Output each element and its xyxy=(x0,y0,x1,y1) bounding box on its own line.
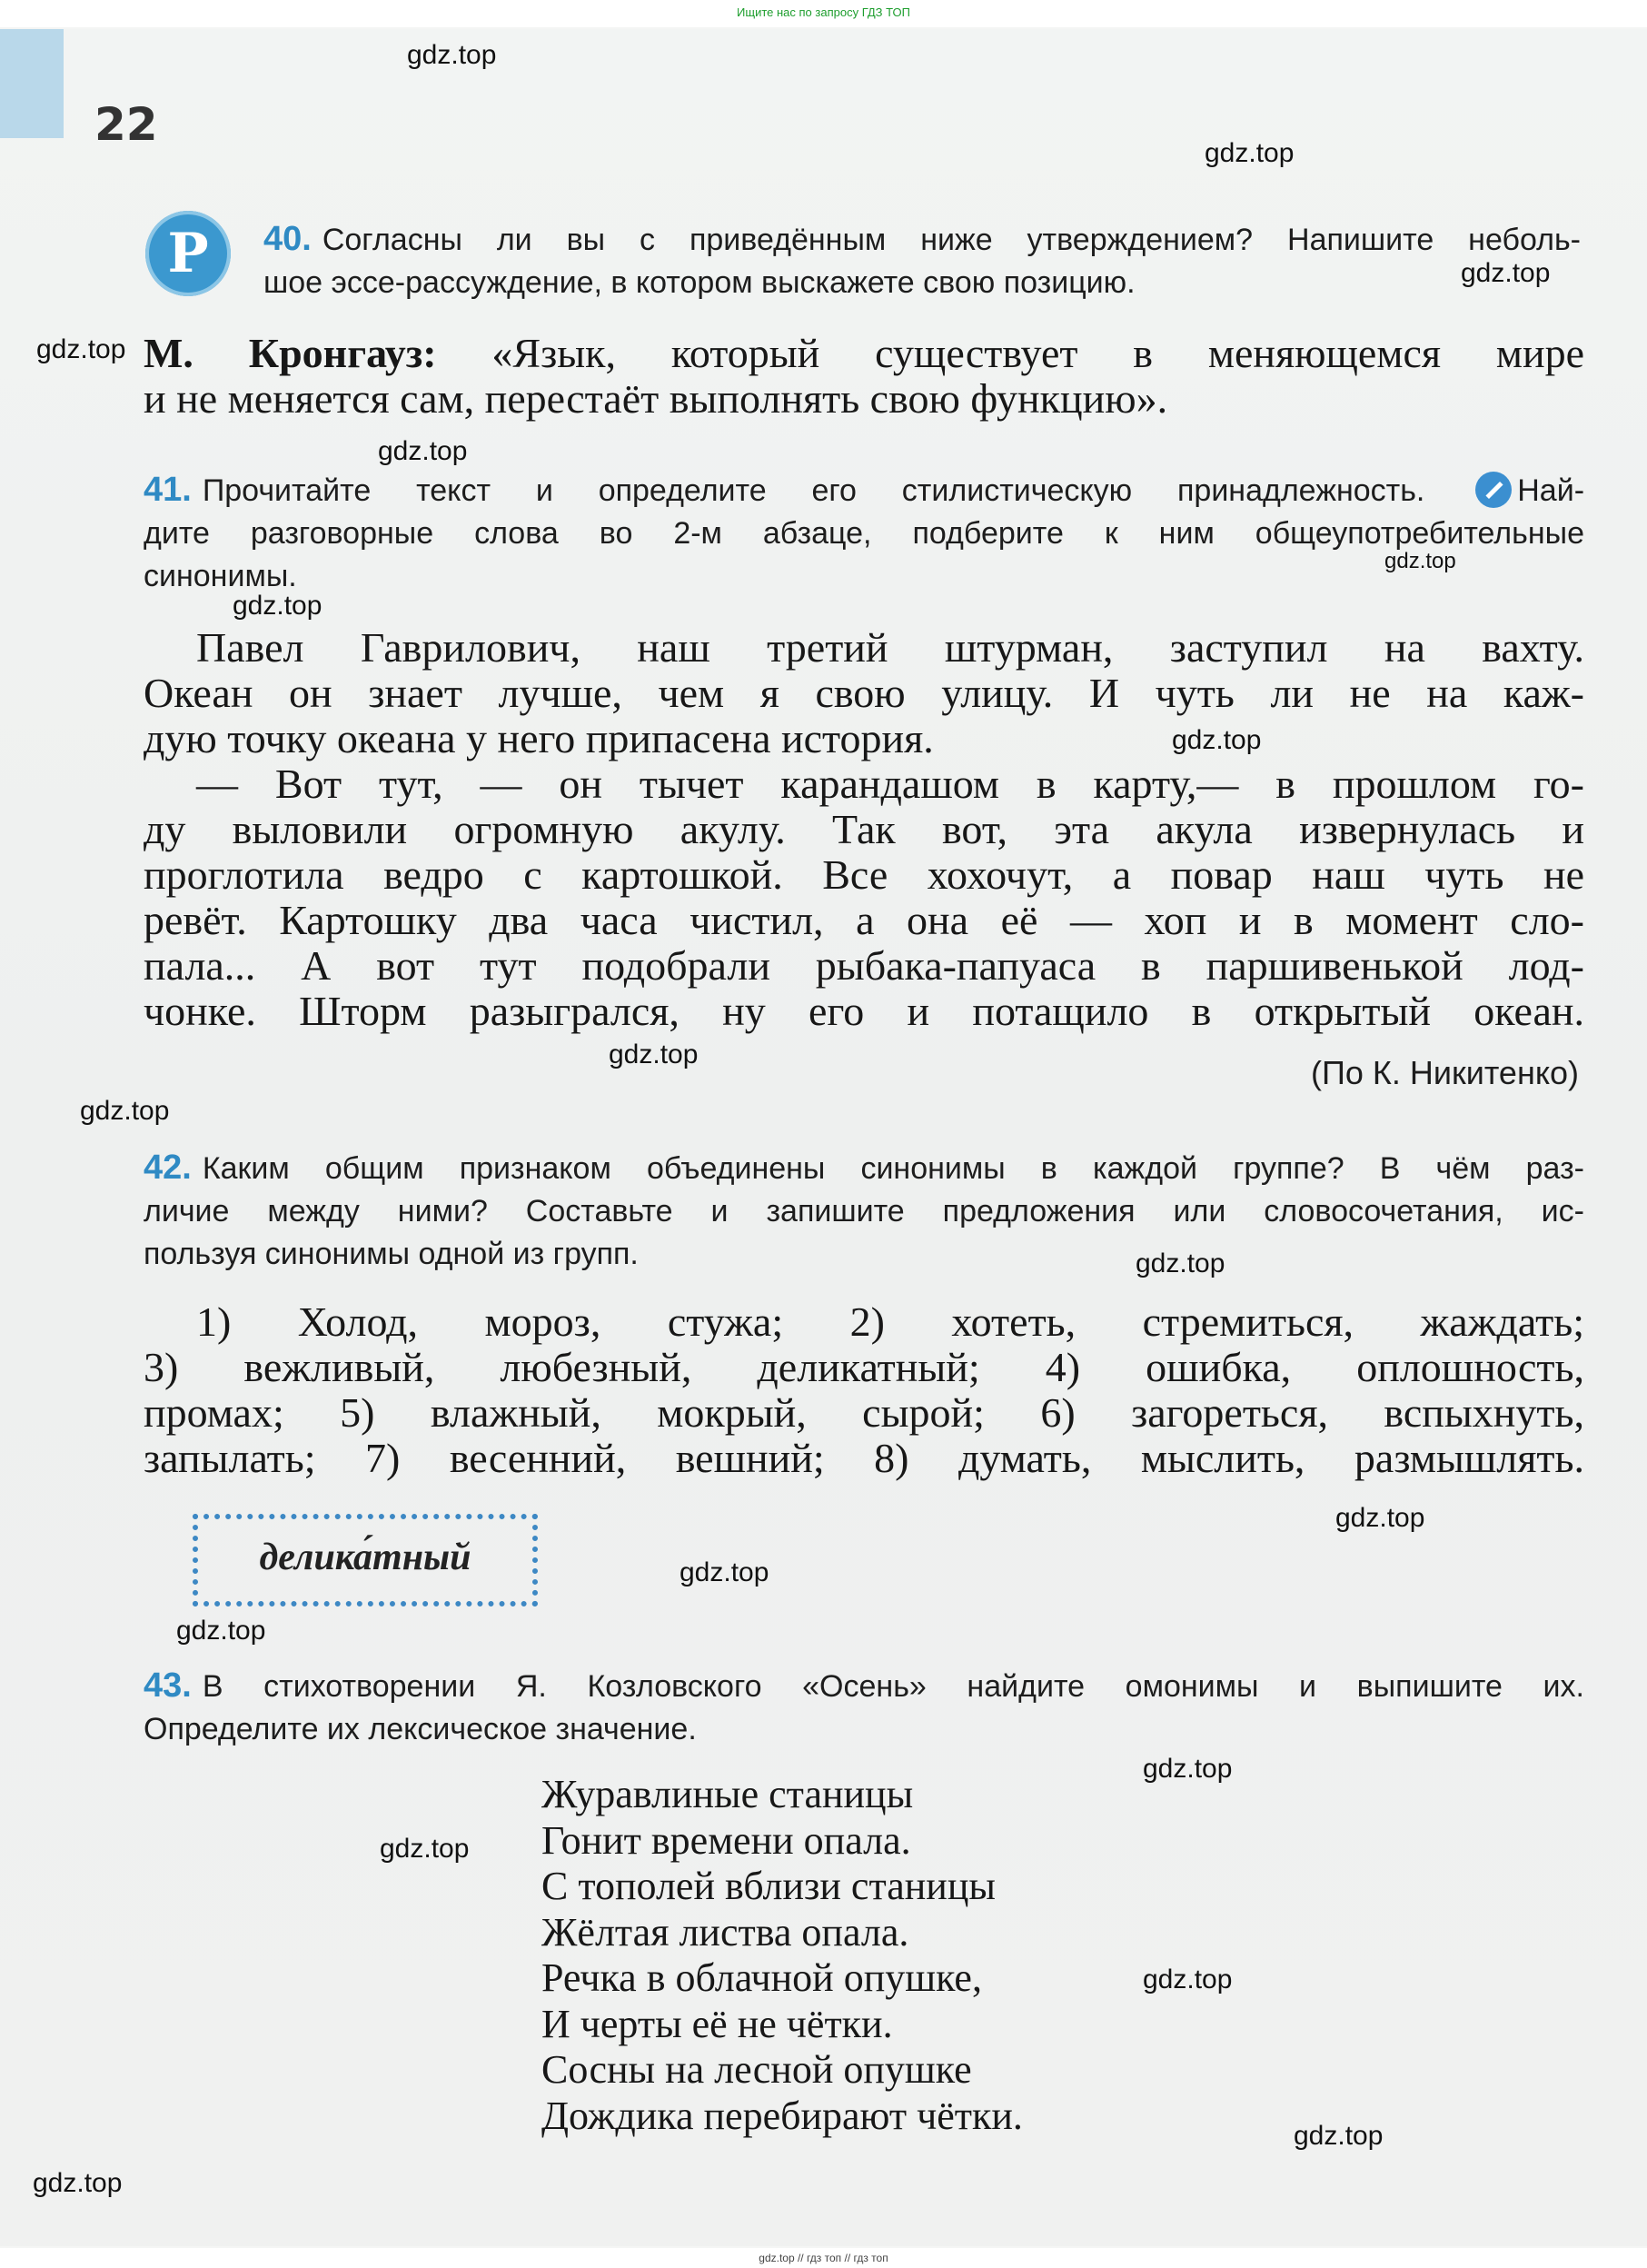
text-line: Павел Гаврилович, наш третий штурман, заступил на вахту. xyxy=(196,624,1584,671)
watermark: gdz.top xyxy=(33,2168,123,2198)
top-banner[interactable]: Ищите нас по запросу ГДЗ ТОП xyxy=(0,0,1647,27)
text-line: ревёт. Картошку два часа чистил, а она её — хоп и в момент сло- xyxy=(144,897,1584,943)
watermark: gdz.top xyxy=(380,1834,470,1864)
task-number: 42. xyxy=(144,1149,192,1187)
task-40-line1: 40. Согласны ли вы с приведённым ниже утверждением? Напишите неболь- xyxy=(263,220,1581,258)
task-40-instructions xyxy=(263,218,1581,304)
watermark: gdz.top xyxy=(1172,725,1262,755)
watermark: gdz.top xyxy=(1143,1965,1233,1994)
vocabulary-word-box: делика́тный xyxy=(193,1514,538,1606)
watermark: gdz.top xyxy=(1294,2121,1384,2151)
synonym-groups xyxy=(144,1299,1584,1481)
poem-line: И черты её не чётки. xyxy=(541,2001,893,2046)
poem-line: Дождика перебирают чётки. xyxy=(541,2093,1023,2138)
task-40-line2: шое эссе-рассуждение, в котором выскажете свою позицию. xyxy=(263,265,1136,300)
text-line: пала... А вот тут подобрали рыбака-папуаса в паршивенькой лод- xyxy=(144,942,1584,989)
watermark: gdz.top xyxy=(1335,1503,1425,1533)
groups-line: 1) Холод, мороз, стужа; 2) хотеть, стремиться, жаждать; xyxy=(196,1298,1584,1345)
watermark: gdz.top xyxy=(609,1040,699,1069)
task-41-line3: синонимы. xyxy=(144,559,297,593)
source-attribution: (По К. Никитенко) xyxy=(1311,1054,1579,1091)
watermark: gdz.top xyxy=(1461,258,1551,288)
task-43-line1: 43. В стихотворении Я. Козловского «Осень» найдите омонимы и выпишите их. xyxy=(144,1666,1584,1705)
watermark: gdz.top xyxy=(378,436,468,466)
task-42-line3: пользуя синонимы одной из групп. xyxy=(144,1237,639,1271)
watermark: gdz.top xyxy=(176,1616,266,1646)
poem-line: С тополей вблизи станицы xyxy=(541,1864,996,1908)
watermark: gdz.top xyxy=(233,591,322,621)
watermark: gdz.top xyxy=(1205,138,1295,168)
quote xyxy=(144,331,1584,422)
text-line: проглотила ведро с картошкой. Все хохочут, а повар наш чуть не xyxy=(144,851,1584,898)
text-line: Океан он знает лучше, чем я свою улицу. И чуть ли не на каж- xyxy=(144,670,1584,716)
quote-line2: и не меняется сам, перестаёт выполнять свою функцию». xyxy=(144,375,1168,422)
task-number: 40. xyxy=(263,220,312,258)
text-line: — Вот тут, — он тычет карандашом в карту,— в прошлом го- xyxy=(196,761,1584,807)
watermark: gdz.top xyxy=(680,1557,769,1587)
poem-line: Сосны на лесной опушке xyxy=(541,2047,972,2092)
task-42-line1: 42. Каким общим признаком объединены синонимы в каждой группе? В чём раз- xyxy=(144,1149,1584,1187)
text-line: дую точку океана у него припасена история. xyxy=(144,715,934,761)
watermark: gdz.top xyxy=(80,1096,170,1126)
poem-line: Жёлтая листва опала. xyxy=(541,1909,909,1955)
page-number: 22 xyxy=(94,98,158,151)
footer-links[interactable]: gdz.top // гдз топ // гдз топ xyxy=(0,2248,1647,2268)
watermark: gdz.top xyxy=(407,40,497,70)
task-41-line2: дите разговорные слова во 2-м абзаце, подберите к ним общеупотребительные xyxy=(144,516,1584,551)
groups-line: запылать; 7) весенний, вешний; 8) думать, мыслить, размышлять. xyxy=(144,1435,1584,1481)
groups-line: промах; 5) влажный, мокрый, сырой; 6) загореться, вспыхнуть, xyxy=(144,1389,1584,1436)
task-number: 43. xyxy=(144,1666,192,1705)
groups-line: 3) вежливый, любезный, деликатный; 4) ошибка, оплошность, xyxy=(144,1344,1584,1390)
text-line: ду выловили огромную акулу. Так вот, эта акула извернулась и xyxy=(144,806,1584,852)
task-41-text xyxy=(144,625,1584,1034)
task-42-line2: личие между ними? Составьте и запишите предложения или словосочетания, ис- xyxy=(144,1194,1584,1228)
poem-line: Гонит времени опала. xyxy=(541,1817,911,1863)
pencil-icon xyxy=(1475,472,1512,508)
task-43-instructions xyxy=(144,1665,1584,1751)
task-42-instructions xyxy=(144,1147,1584,1276)
task-41-instructions xyxy=(144,469,1584,598)
task-41-line1: 41. Прочитайте текст и определите его стилистическую принадлежность. Най- xyxy=(144,471,1585,509)
poem-line: Журавлиные станицы xyxy=(541,1772,914,1816)
page-tab xyxy=(0,29,64,138)
task-43-line2: Определите их лексическое значение. xyxy=(144,1712,697,1746)
text-line: чонке. Шторм разыгрался, ну его и потащило в открытый океан. xyxy=(144,988,1584,1034)
poem-line: Речка в облачной опушке, xyxy=(541,1955,982,2000)
watermark: gdz.top xyxy=(1136,1248,1225,1278)
watermark: gdz.top xyxy=(36,334,126,364)
watermark: gdz.top xyxy=(1384,549,1456,573)
speech-badge-icon: Р xyxy=(145,211,231,296)
poem xyxy=(541,1772,1023,2139)
quote-line1: М. Кронгауз: «Язык, который существует в меняющемся мире xyxy=(144,330,1585,376)
watermark: gdz.top xyxy=(1143,1754,1233,1784)
task-number: 41. xyxy=(144,471,192,509)
